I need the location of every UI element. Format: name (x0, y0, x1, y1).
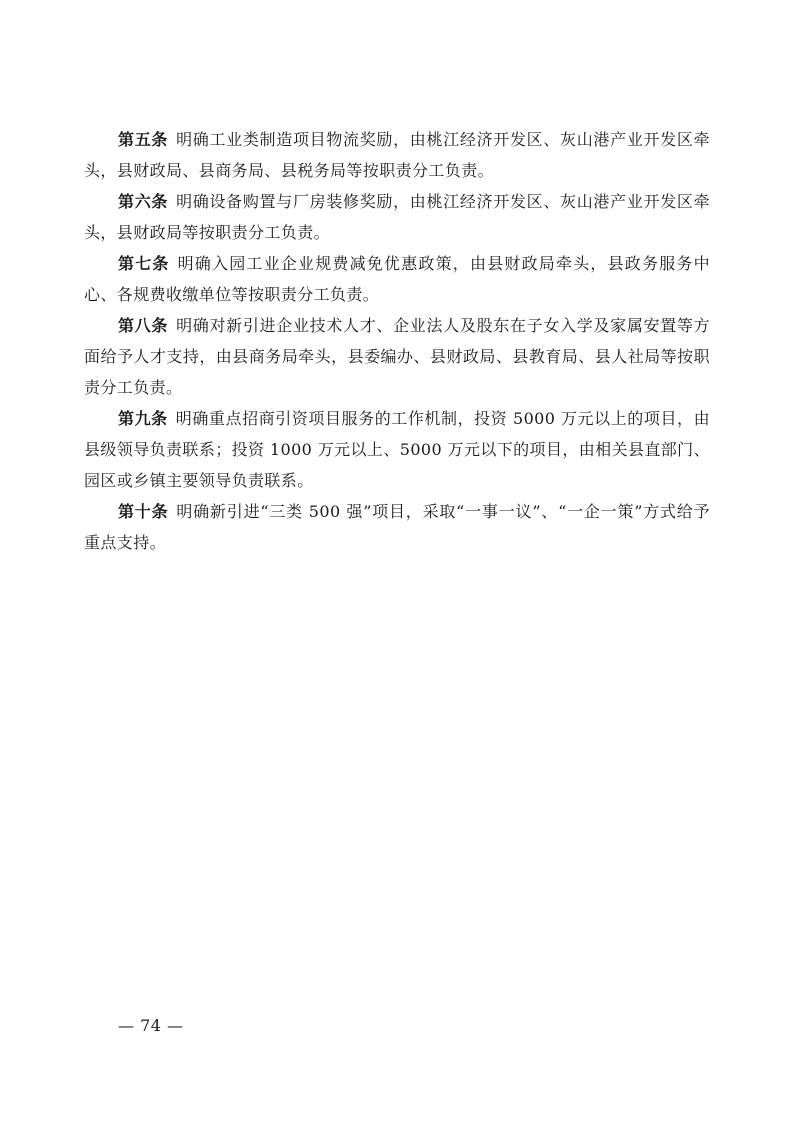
article-7 (84, 248, 710, 310)
article-number: 第五条 (118, 130, 169, 149)
article-6 (84, 186, 710, 248)
article-text: 明确重点招商引资项目服务的工作机制，投资 5000 万元以上的项目，由县级领导负责联系；投资 1000 万元以上、5000 万元以下的项目，由相关县直部门、园区或乡镇主要领导负责联系。 (84, 409, 710, 490)
article-10 (84, 496, 710, 558)
article-text: 明确入园工业企业规费减免优惠政策，由县财政局牵头，县政务服务中心、各规费收缴单位等按职责分工负责。 (84, 254, 711, 304)
article-text: 明确对新引进企业技术人才、企业法人及股东在子女入学及家属安置等方面给予人才支持，由县商务局牵头，县委编办、县财政局、县教育局、县人社局等按职责分工负责。 (84, 316, 710, 397)
article-number: 第六条 (118, 192, 169, 211)
article-number: 第八条 (118, 316, 169, 335)
article-9 (84, 403, 710, 496)
article-text: 明确新引进“三类 500 强”项目，采取“一事一议”、“一企一策”方式给予重点支持。 (84, 502, 710, 552)
article-text: 明确设备购置与厂房装修奖励，由桃江经济开发区、灰山港产业开发区牵头，县财政局等按职责分工负责。 (84, 192, 710, 242)
article-number: 第九条 (118, 409, 168, 428)
article-text: 明确工业类制造项目物流奖励，由桃江经济开发区、灰山港产业开发区牵头，县财政局、县商务局、县税务局等按职责分工负责。 (84, 130, 710, 180)
article-8 (84, 310, 710, 403)
article-number: 第十条 (118, 502, 169, 521)
article-number: 第七条 (118, 254, 170, 273)
document-body (84, 124, 710, 558)
article-5 (84, 124, 710, 186)
page-number: — 74 — (118, 1016, 184, 1035)
